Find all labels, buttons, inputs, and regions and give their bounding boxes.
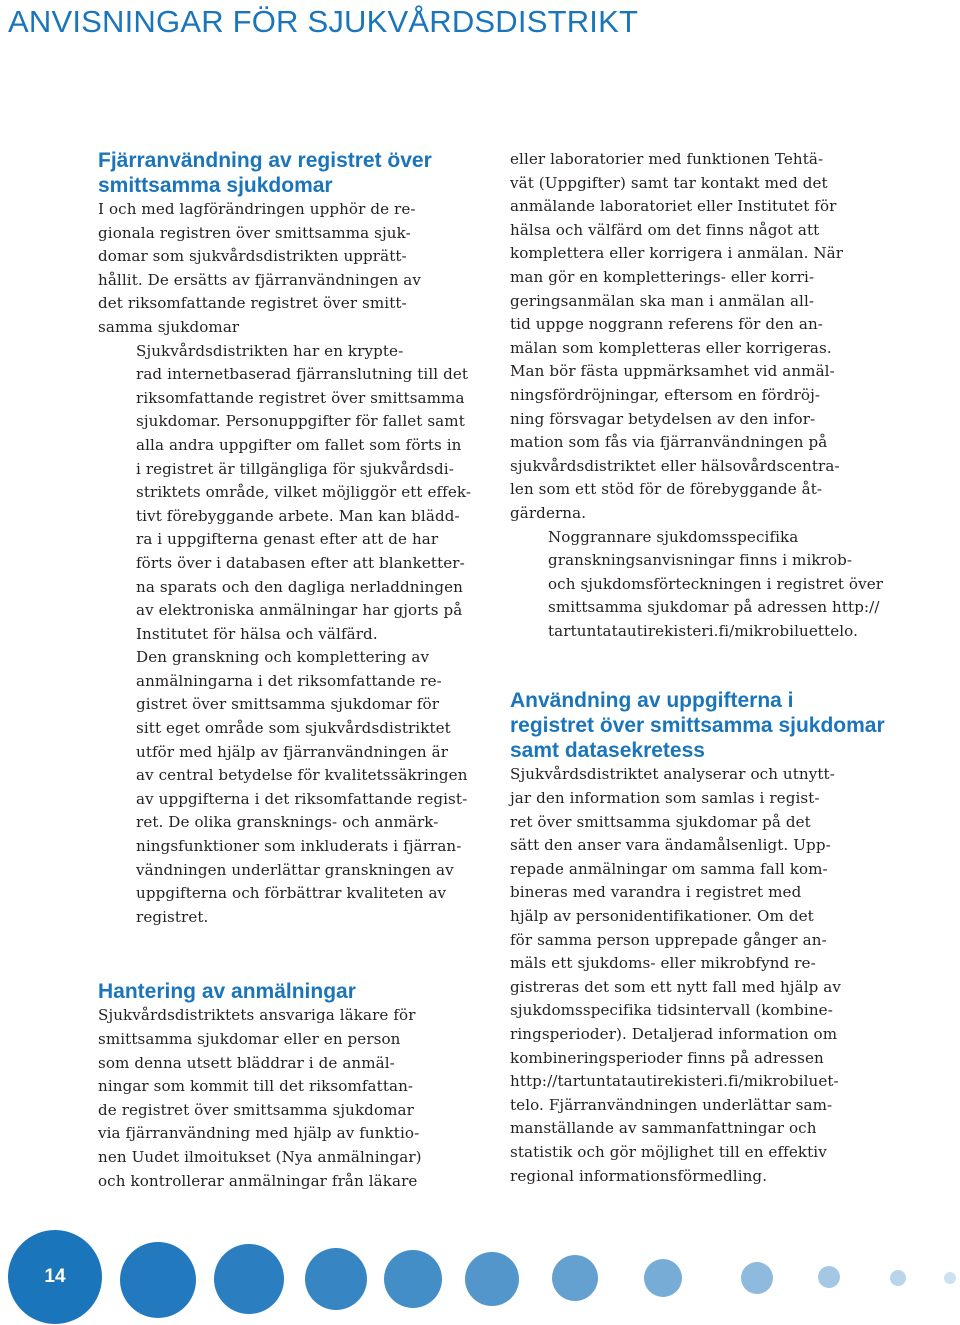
text-line: na sparats och den dagliga nerladdningen: [136, 577, 463, 596]
text-line: http://tartuntatautirekisteri.fi/mikrobiluet-: [510, 1072, 839, 1091]
text-line: registret.: [136, 907, 209, 926]
paragraph: [98, 646, 488, 929]
text-line: gistret över smittsamma sjukdomar för: [136, 695, 440, 714]
text-line: mation som fås via fjärranvändningen på: [510, 433, 828, 452]
section-title-line: registret över smittsamma sjukdomar: [510, 714, 885, 738]
left-column: [98, 148, 488, 1193]
text-line: smittsamma sjukdomar eller en person: [98, 1030, 401, 1048]
text-line: sjukdomsspecifika tidsintervall (kombine-: [510, 1001, 833, 1020]
text-line: man gör en kompletterings- eller korri-: [510, 267, 815, 286]
text-line: statistik och gör möjlighet till en effektiv: [510, 1142, 827, 1161]
text-line: Sjukvårdsdistrikten har en krypte-: [136, 341, 404, 360]
text-line: komplettera eller korrigera i anmälan. När: [510, 244, 844, 263]
page-number: 14: [44, 1266, 66, 1287]
text-line: förts över i databasen efter att blanketter-: [136, 553, 465, 572]
text-line: anmälningarna i det riksomfattande re-: [136, 671, 442, 690]
text-line: mälan som kompletteras eller korrigeras.: [510, 338, 832, 357]
text-line: manställande av sammanfattningar och: [510, 1119, 817, 1138]
decorative-dot: [944, 1272, 956, 1284]
text-line: hållit. De ersätts av fjärranvändningen av: [98, 270, 422, 289]
decorative-dot: [465, 1252, 519, 1306]
section-title-anvandning: [510, 688, 900, 763]
text-line: av elektroniska anmälningar har gjorts på: [136, 601, 463, 620]
section-title-line: samt datasekretess: [510, 739, 705, 763]
text-line: uppgifterna och förbättrar kvaliteten av: [136, 884, 447, 903]
text-line: ningar som kommit till det riksomfattan-: [98, 1077, 414, 1096]
section-title-line: Hantering av anmälningar: [98, 980, 356, 1004]
decorative-dot: [890, 1270, 906, 1286]
text-line: ringsperioder). Detaljerad information om: [510, 1025, 838, 1043]
paragraph: [510, 526, 900, 644]
text-line: rad internetbaserad fjärranslutning till det: [136, 365, 469, 384]
text-line: smittsamma sjukdomar på adressen http://: [548, 598, 880, 617]
paragraph: [98, 340, 488, 647]
text-line: de registret över smittsamma sjukdomar: [98, 1100, 414, 1119]
text-line: sitt eget område som sjukvårdsdistriktet: [136, 719, 451, 738]
decorative-dot: [305, 1248, 367, 1310]
section-title-line: Fjärranvändning av registret över: [98, 149, 432, 172]
text-line: nen Uudet ilmoitukset (Nya anmälningar): [98, 1147, 422, 1166]
page-header-title: ANVISNINGAR FÖR SJUKVÅRDSDISTRIKT: [8, 4, 639, 39]
text-line: sjukvårdsdistriktet eller hälsovårdscentra-: [510, 456, 840, 475]
decorative-dot: [552, 1255, 598, 1301]
paragraph: [98, 198, 488, 340]
section-title-line: Användning av uppgifterna i: [510, 689, 794, 713]
text-line: tivt förebyggande arbete. Man kan blädd-: [136, 506, 460, 525]
text-line: som denna utsett bläddrar i de anmäl-: [98, 1053, 395, 1072]
section-title-fjarranvandning: [98, 148, 488, 198]
text-line: bineras med varandra i registret med: [510, 883, 802, 902]
paragraph: [98, 1004, 488, 1193]
text-line: sjukdomar. Personuppgifter för fallet samt: [136, 412, 465, 431]
text-line: Sjukvårdsdistriktet analyserar och utnytt-: [510, 765, 835, 784]
right-column: [510, 148, 900, 1188]
text-line: utför med hjälp av fjärranvändningen är: [136, 742, 449, 761]
text-line: anmälande laboratoriet eller Institutet för: [510, 197, 837, 216]
decorative-dot: [741, 1262, 773, 1294]
text-line: via fjärranvändning med hjälp av funktio-: [98, 1124, 420, 1143]
text-line: ret. De olika gransknings- och anmärk-: [136, 813, 439, 832]
decorative-dot: [120, 1242, 196, 1318]
paragraph: [510, 763, 900, 1188]
text-line: Den granskning och komplettering av: [136, 648, 430, 667]
text-line: ra i uppgifterna genast efter att de har: [136, 530, 439, 549]
text-line: I och med lagförändringen upphör de re-: [98, 200, 416, 218]
section-title-hantering: [98, 979, 488, 1004]
text-line: Sjukvårdsdistriktets ansvariga läkare för: [98, 1006, 416, 1025]
text-line: granskningsanvisningar finns i mikrob-: [548, 551, 853, 570]
text-line: repade anmälningar om samma fall kom-: [510, 859, 828, 878]
text-line: för samma person upprepade gånger an-: [510, 930, 827, 949]
text-line: av central betydelse för kvalitetssäkringen: [136, 766, 468, 785]
text-line: striktets område, vilket möjliggör ett effek-: [136, 483, 472, 502]
text-line: i registret är tillgängliga för sjukvårdsdi-: [136, 459, 454, 478]
text-line: ningsfördröjningar, eftersom en fördröj-: [510, 385, 821, 404]
decorative-dot: [384, 1250, 442, 1308]
text-line: samma sjukdomar: [98, 317, 240, 336]
text-line: len som ett stöd för de förebyggande åt-: [510, 480, 823, 499]
section-title-line: smittsamma sjukdomar: [98, 174, 333, 197]
decorative-dot: [818, 1266, 840, 1288]
text-line: alla andra uppgifter om fallet som förts in: [136, 435, 462, 454]
text-line: tid uppge noggrann referens för den an-: [510, 315, 823, 334]
text-line: ret över smittsamma sjukdomar på det: [510, 812, 811, 831]
text-line: domar som sjukvårdsdistrikten upprätt-: [98, 247, 407, 266]
text-line: regional informationsförmedling.: [510, 1166, 768, 1185]
text-line: ning försvagar betydelsen av den infor-: [510, 409, 816, 428]
text-line: hjälp av personidentifikationer. Om det: [510, 907, 814, 926]
footer-dots: [0, 1228, 960, 1325]
text-line: gistreras det som ett nytt fall med hjälp av: [510, 977, 842, 996]
text-line: det riksomfattande registret över smitt-: [98, 294, 407, 313]
text-line: gionala registren över smittsamma sjuk-: [98, 223, 411, 242]
text-line: vät (Uppgifter) samt tar kontakt med det: [510, 173, 828, 192]
text-line: Man bör fästa uppmärksamhet vid anmäl-: [510, 362, 835, 381]
decorative-dot: [214, 1244, 284, 1314]
text-line: hälsa och välfärd om det finns något att: [510, 220, 820, 239]
text-line: jar den information som samlas i regist-: [510, 789, 820, 808]
text-line: eller laboratorier med funktionen Tehtä-: [510, 150, 824, 168]
text-line: gärderna.: [510, 503, 587, 522]
text-line: geringsanmälan ska man i anmälan all-: [510, 291, 815, 310]
text-line: tartuntatautirekisteri.fi/mikrobiluettelo.: [548, 621, 859, 640]
text-line: ningsfunktioner som inkluderats i fjärran-: [136, 837, 462, 856]
text-line: sätt den anser vara ändamålsenligt. Upp-: [510, 836, 831, 855]
text-line: riksomfattande registret över smittsamma: [136, 388, 465, 407]
text-line: och kontrollerar anmälningar från läkare: [98, 1171, 418, 1190]
text-line: Noggrannare sjukdomsspecifika: [548, 527, 799, 546]
text-line: mäls ett sjukdoms- eller mikrobfynd re-: [510, 954, 816, 973]
text-line: telo. Fjärranvändningen underlättar sam-: [510, 1095, 833, 1114]
text-line: vändningen underlättar granskningen av: [136, 860, 454, 879]
text-line: av uppgifterna i det riksomfattande regist-: [136, 789, 468, 808]
text-line: kombineringsperioder finns på adressen: [510, 1048, 824, 1067]
decorative-dot: [644, 1259, 682, 1297]
text-line: Institutet för hälsa och välfärd.: [136, 624, 378, 643]
text-line: och sjukdomsförteckningen i registret över: [548, 574, 884, 593]
paragraph: [510, 148, 900, 526]
page-number-dot: [8, 1230, 102, 1324]
